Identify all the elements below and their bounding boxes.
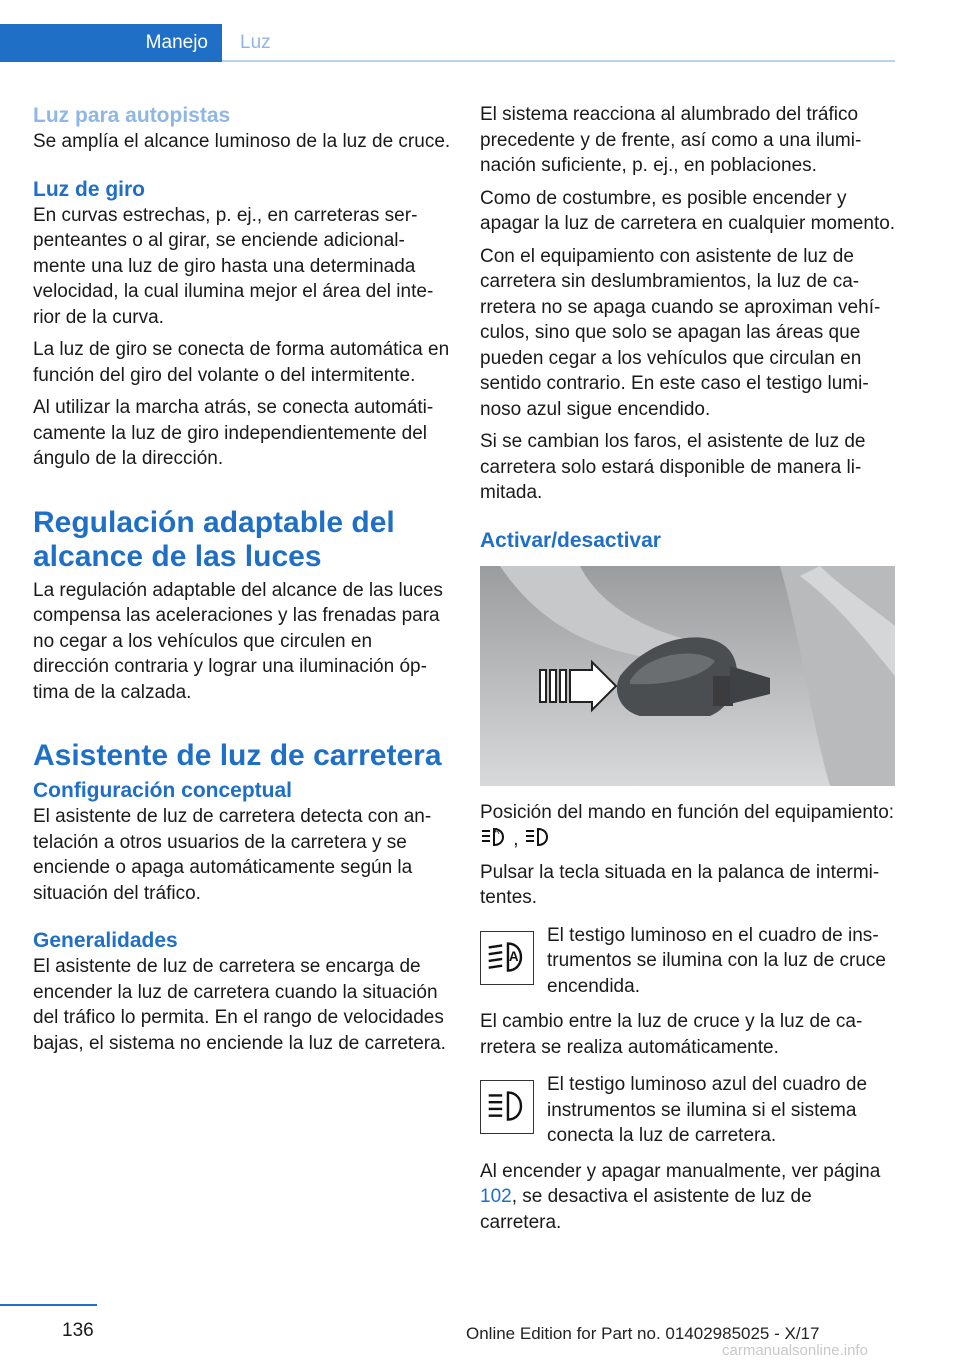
paragraph-posicion bbox=[480, 800, 896, 853]
paragraph-manual bbox=[480, 1159, 896, 1236]
paragraph-regulacion: La regulación adaptable del alcance de las luces compensa las aceleraciones y las frenadas para no cegar a los vehículos que circulen en dirección contraria y lograr una iluminación óptima de la calzada. bbox=[33, 579, 443, 703]
heading-luz-giro: Luz de giro bbox=[33, 177, 145, 201]
lever-photo bbox=[480, 566, 895, 786]
paragraph-autopistas: Se amplía el alcance luminoso de la luz de cruce. bbox=[33, 131, 451, 152]
section-tab-luz[interactable]: Luz bbox=[240, 32, 271, 53]
paragraph-pulsar: Pulsar la tecla situada en la palanca de intermitentes. bbox=[480, 861, 880, 908]
indicator-row-high-beam bbox=[480, 1072, 896, 1149]
heading-activar: Activar/desactivar bbox=[480, 528, 661, 552]
heading-luz-autopistas: Luz para autopistas bbox=[33, 104, 231, 127]
low-beam-assist-indicator-icon bbox=[480, 931, 534, 985]
auto-high-beam-symbol-icon bbox=[480, 825, 508, 849]
manual-text-before: Al encender y apagar manualmente, ver página bbox=[480, 1160, 881, 1182]
heading-configuracion: Configuración conceptual bbox=[33, 779, 293, 802]
paragraph-giro-1: En curvas estrechas, p. ej., en carreteras serpenteantes o al girar, se enciende adicionalmente una luz de giro hasta una determinada velocidad, la cual ilumina mejor el área del interior de la curva. bbox=[33, 204, 434, 328]
posicion-separator: , bbox=[513, 829, 519, 850]
heading-asistente: Asistente de luz de carretera bbox=[33, 739, 442, 772]
heading-regulacion: Regulación adaptable del alcance de las luces bbox=[33, 505, 395, 573]
high-beam-indicator-icon bbox=[480, 1080, 534, 1134]
page-number: 136 bbox=[62, 1320, 94, 1341]
manual-text-after: , se desactiva el asistente de luz de carretera. bbox=[480, 1186, 812, 1233]
header-divider bbox=[222, 60, 895, 62]
indicator-text-2: El testigo luminoso azul del cuadro de instrumentos se ilumina si el sistema conecta la luz de carretera. bbox=[547, 1074, 868, 1146]
footer-divider bbox=[0, 1304, 97, 1306]
posicion-text: Posición del mando en función del equipamiento: bbox=[480, 801, 895, 823]
paragraph-faros: Si se cambian los faros, el asistente de luz de carretera solo estará disponible de manera limitada. bbox=[480, 431, 866, 503]
section-tab-manejo[interactable]: Manejo bbox=[0, 24, 222, 62]
paragraph-configuracion: El asistente de luz de carretera detecta con antelación a otros usuarios de la carretera y se enciende o apaga automáticamente según la situación del tráfico. bbox=[33, 806, 432, 904]
paragraph-giro-3: Al utilizar la marcha atrás, se conecta automáticamente la luz de giro independientemente del ángulo de la dirección. bbox=[33, 397, 434, 469]
paragraph-equipamiento: Con el equipamiento con asistente de luz de carretera sin deslumbramientos, la luz de carretera no se apaga cuando se aproximan vehículos, sino que solo se apagan las áreas que pueden cegar a los vehículos que circulan en sentido contrario. En este caso el testigo luminoso azul sigue encendido. bbox=[480, 245, 881, 420]
svg-text:A: A bbox=[508, 948, 519, 964]
page-header bbox=[0, 24, 895, 62]
paragraph-generalidades: El asistente de luz de carretera se encarga de encender la luz de carretera cuando la situación del tráfico lo permita. En el rango de velocidades bajas, el sistema no enciende la luz de carretera. bbox=[33, 956, 446, 1054]
page-link-102[interactable]: 102 bbox=[480, 1186, 512, 1207]
indicator-row-low-beam bbox=[480, 923, 896, 1000]
watermark: carmanualsonline.info bbox=[722, 1342, 868, 1359]
paragraph-reacciona: El sistema reacciona al alumbrado del tráfico precedente y de frente, así como a una iluminación suficiente, p. ej., en poblaciones. bbox=[480, 104, 862, 176]
edition-label: Online Edition for Part no. 01402985025 - X/17 bbox=[466, 1324, 820, 1343]
right-column bbox=[480, 102, 896, 1242]
indicator-text-1: El testigo luminoso en el cuadro de instrumentos se ilumina con la luz de cruce encendida. bbox=[547, 924, 886, 997]
high-beam-symbol-icon bbox=[524, 825, 552, 849]
left-column bbox=[33, 102, 451, 1063]
paragraph-cambio: El cambio entre la luz de cruce y la luz de carretera se realiza automáticamente. bbox=[480, 1011, 863, 1058]
heading-generalidades: Generalidades bbox=[33, 929, 178, 952]
paragraph-giro-2: La luz de giro se conecta de forma automática en función del giro del volante o del intermitente. bbox=[33, 339, 450, 386]
paragraph-costumbre: Como de costumbre, es posible encender y apagar la luz de carretera en cualquier momento. bbox=[480, 187, 896, 234]
svg-text:A: A bbox=[494, 827, 500, 836]
